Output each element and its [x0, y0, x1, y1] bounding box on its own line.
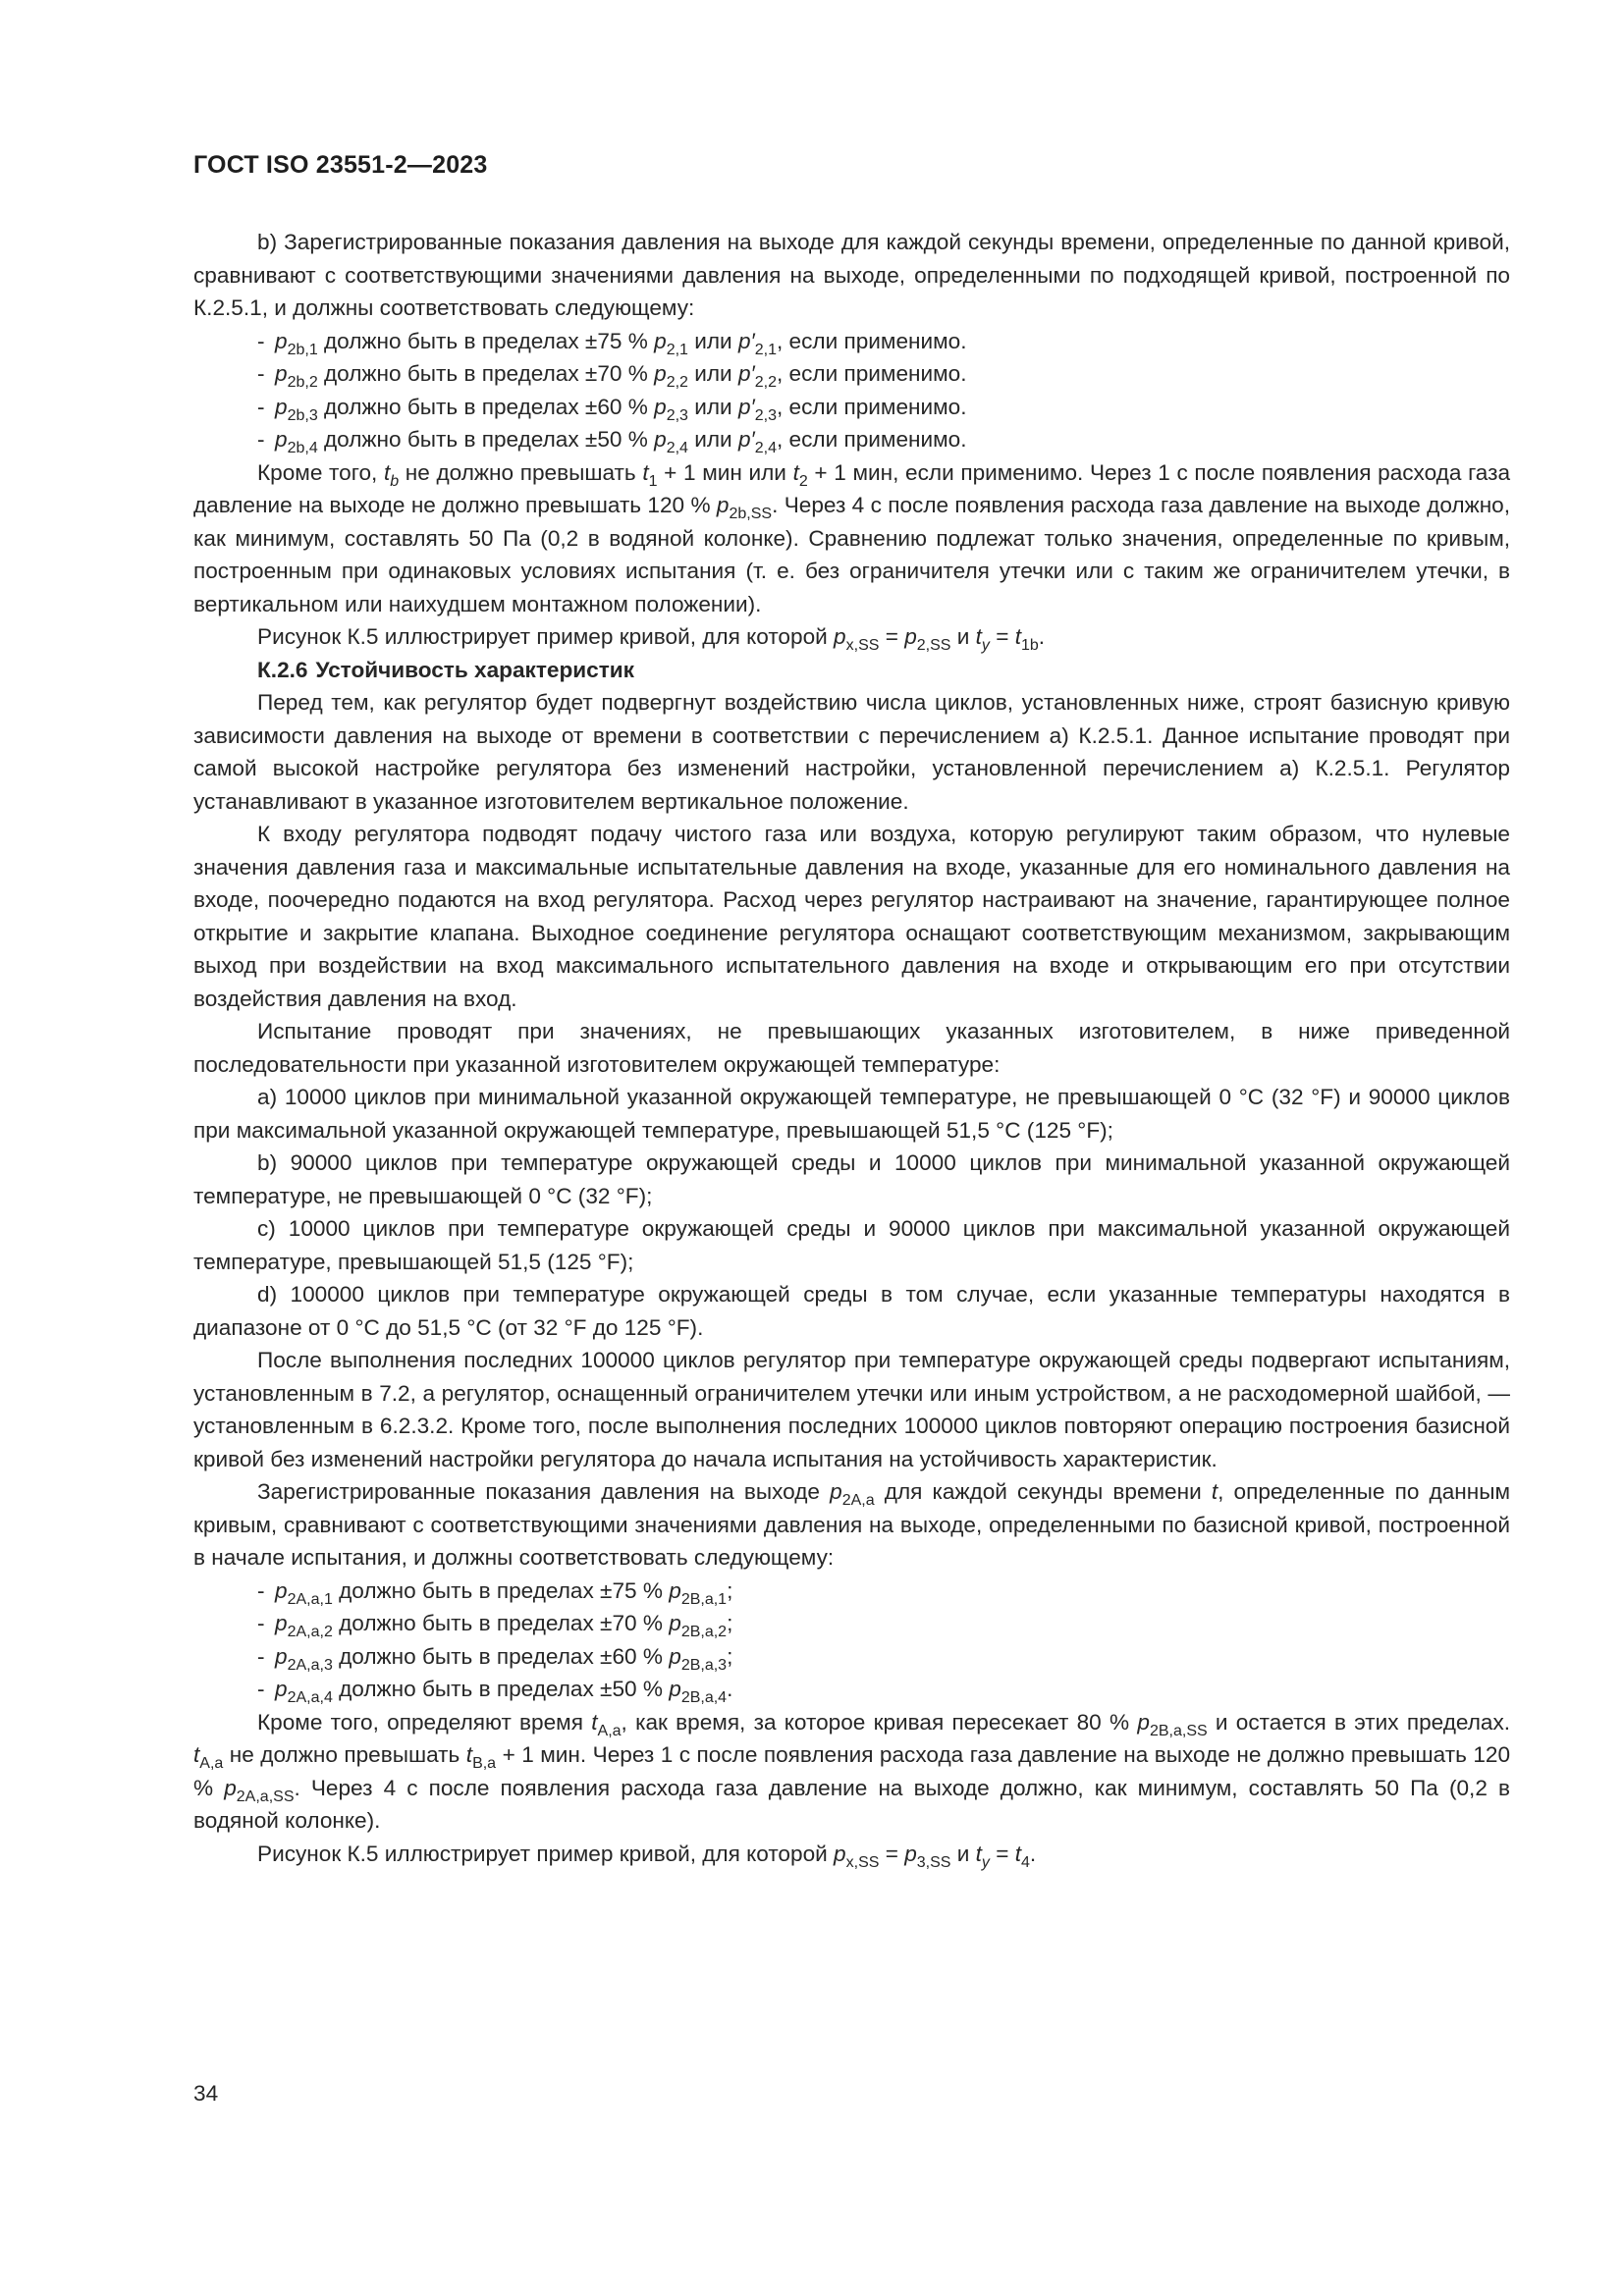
list-item: - $p_{2A,a,1}$ должно быть в пределах ±75 % $p_{2B,a,1}$;	[257, 1577, 733, 1608]
paragraph-stability-3: Испытание проводят при значениях, не превышающих указанных изготовителем, в ниже приведенной последовательности при указанной изготовителем окружающей температуре:	[193, 1019, 1510, 1077]
paragraph-item-d: d) 100000 циклов при температуре окружающей среды в том случае, если указанные температуры находятся в диапазоне от 0 °С до 51,5 °С (от 32 °F до 125 °F).	[193, 1282, 1510, 1340]
paragraph-registered: Зарегистрированные показания давления на выходе $p_{2A,a}$ для каждой секунды времени t, определенные по данным кривым, сравнивают с соответствующими значениями давления на выходе, определенными по базисной кривой, построенной в начале испытания, и должны соответствовать следующему:	[193, 1479, 1511, 1570]
list-item: - $p_{2b,3}$ должно быть в пределах ±60 % $p_{2,3}$ или $p'_{2,3}$, если применимо.	[257, 394, 967, 424]
list-item: - $p_{2b,4}$ должно быть в пределах ±50 % $p_{2,4}$ или $p'_{2,4}$, если применимо.	[257, 427, 967, 456]
list-item: - $p_{2A,a,3}$ должно быть в пределах ±60 % $p_{2B,a,3}$;	[257, 1643, 733, 1674]
paragraph-stability-2: К входу регулятора подводят подачу чистого газа или воздуха, которую регулируют таким образом, что нулевые значения давления газа и максимальные испытательные давления на входе, указанные для его номинального давления на входе, поочередно подаются на вход регулятора. Расход через регулятор настраивают на значение, гарантирующее полное открытие и закрытие клапана. Выходное соединение регулятора оснащают соответствующим механизмом, закрывающим выход при воздействии на вход максимального испытательного давления на входе и открывающим его при отсутствии воздействия давления на вход.	[193, 822, 1510, 1011]
paragraph-item-c: с) 10000 циклов при температуре окружающей среды и 90000 циклов при максимальной указанной окружающей температуре, превышающей 51,5 (125 °F);	[193, 1216, 1510, 1274]
document-body	[193, 226, 1510, 1870]
list-item: - $p_{2b,1}$ должно быть в пределах ±75 % $p_{2,1}$ или $p'_{2,1}$, если применимо.	[257, 328, 967, 358]
paragraph-item-a: а) 10000 циклов при минимальной указанной окружающей температуре, не превышающей 0 °С (32 °F) и 90000 циклов при максимальной указанной окружающей температуре, превышающей 51,5 °С (125 °F);	[193, 1085, 1510, 1143]
paragraph-item-b: b) 90000 циклов при температуре окружающей среды и 10000 циклов при минимальной указанной окружающей температуре, не превышающей 0 °С (32 °F);	[193, 1150, 1510, 1208]
paragraph-besides-2: Кроме того, определяют время $t_{A,a}$, как время, за которое кривая пересекает 80 % $p_{2B,a,SS}$ и остается в этих пределах. $t_{A,a}$ не должно превышать $t_{B,a} + 1$ мин. Через 1 с после появления расхода газа давление на выходе не должно превышать 120 % $p_{2A,a,SS}$. Через 4 с после появления расхода газа давление на выходе должно, как минимум, составлять 50 Па (0,2 в водяной колонке).	[193, 1709, 1511, 1833]
paragraph-figure-ref-1: Рисунок К.5 иллюстрирует пример кривой, для которой $p_{x,SS} = p_{2,SS}$ и $t_y = t_{1b}$.	[257, 624, 1046, 654]
paragraph-besides: Кроме того, $t_b$ не должно превышать $t_1 + 1$ мин или $t_2 + 1$ мин, если применимо. Через 1 с после появления расхода газа давление на выходе не должно превышать 120 % $p_{2b,SS}$. Через 4 с после появления расхода газа давление на выходе должно, как минимум, составлять 50 Па (0,2 в водяной колонке). Сравнению подлежат только значения, определенные по кривым, построенным при одинаковых условиях испытания (т. е. без ограничителя утечки или с таким же ограничителем утечки, в вертикальном или наихудшем монтажном положении).	[193, 459, 1511, 616]
paragraph-b-intro: b) Зарегистрированные показания давления на выходе для каждой секунды времени, определенные по данной кривой, сравнивают с соответствующими значениями давления на выходе, определенными по подходящей кривой, построенной по К.2.5.1, и должны соответствовать следующему:	[193, 230, 1510, 320]
section-heading: К.2.6 Устойчивость характеристик	[257, 657, 634, 682]
paragraph-after-cycles: После выполнения последних 100000 циклов регулятор при температуре окружающей среды подвергают испытаниям, установленным в 7.2, а регулятор, оснащенный ограничителем утечки или иным устройством, а не расходомерной шайбой, — установленным в 6.2.3.2. Кроме того, после выполнения последних 100000 циклов повторяют операцию построения базисной кривой без изменений настройки регулятора до начала испытания на устойчивость характеристик.	[193, 1348, 1510, 1471]
page-number: 34	[193, 2081, 219, 2106]
list-item: - $p_{2A,a,2}$ должно быть в пределах ±70 % $p_{2B,a,2}$;	[257, 1611, 733, 1640]
paragraph-figure-ref-2: Рисунок К.5 иллюстрирует пример кривой, для которой $p_{x,SS} = p_{3,SS}$ и $t_y = t_4$.	[257, 1841, 1037, 1871]
list-item: - $p_{2A,a,4}$ должно быть в пределах ±50 % $p_{2B,a,4}$.	[257, 1677, 733, 1706]
document-header: ГОСТ ISO 23551-2—2023	[193, 151, 488, 179]
paragraph-stability-1: Перед тем, как регулятор будет подвергнут воздействию числа циклов, установленных ниже, строят базисную кривую зависимости давления на выходе от времени в соответствии с перечислением а) К.2.5.1. Данное испытание проводят при самой высокой настройке регулятора без изменений настройки, установленной перечислением а) К.2.5.1. Регулятор устанавливают в указанное изготовителем вертикальное положение.	[193, 690, 1510, 814]
list-item: - $p_{2b,2}$ должно быть в пределах ±70 % $p_{2,2}$ или $p'_{2,2}$, если применимо.	[257, 361, 967, 391]
